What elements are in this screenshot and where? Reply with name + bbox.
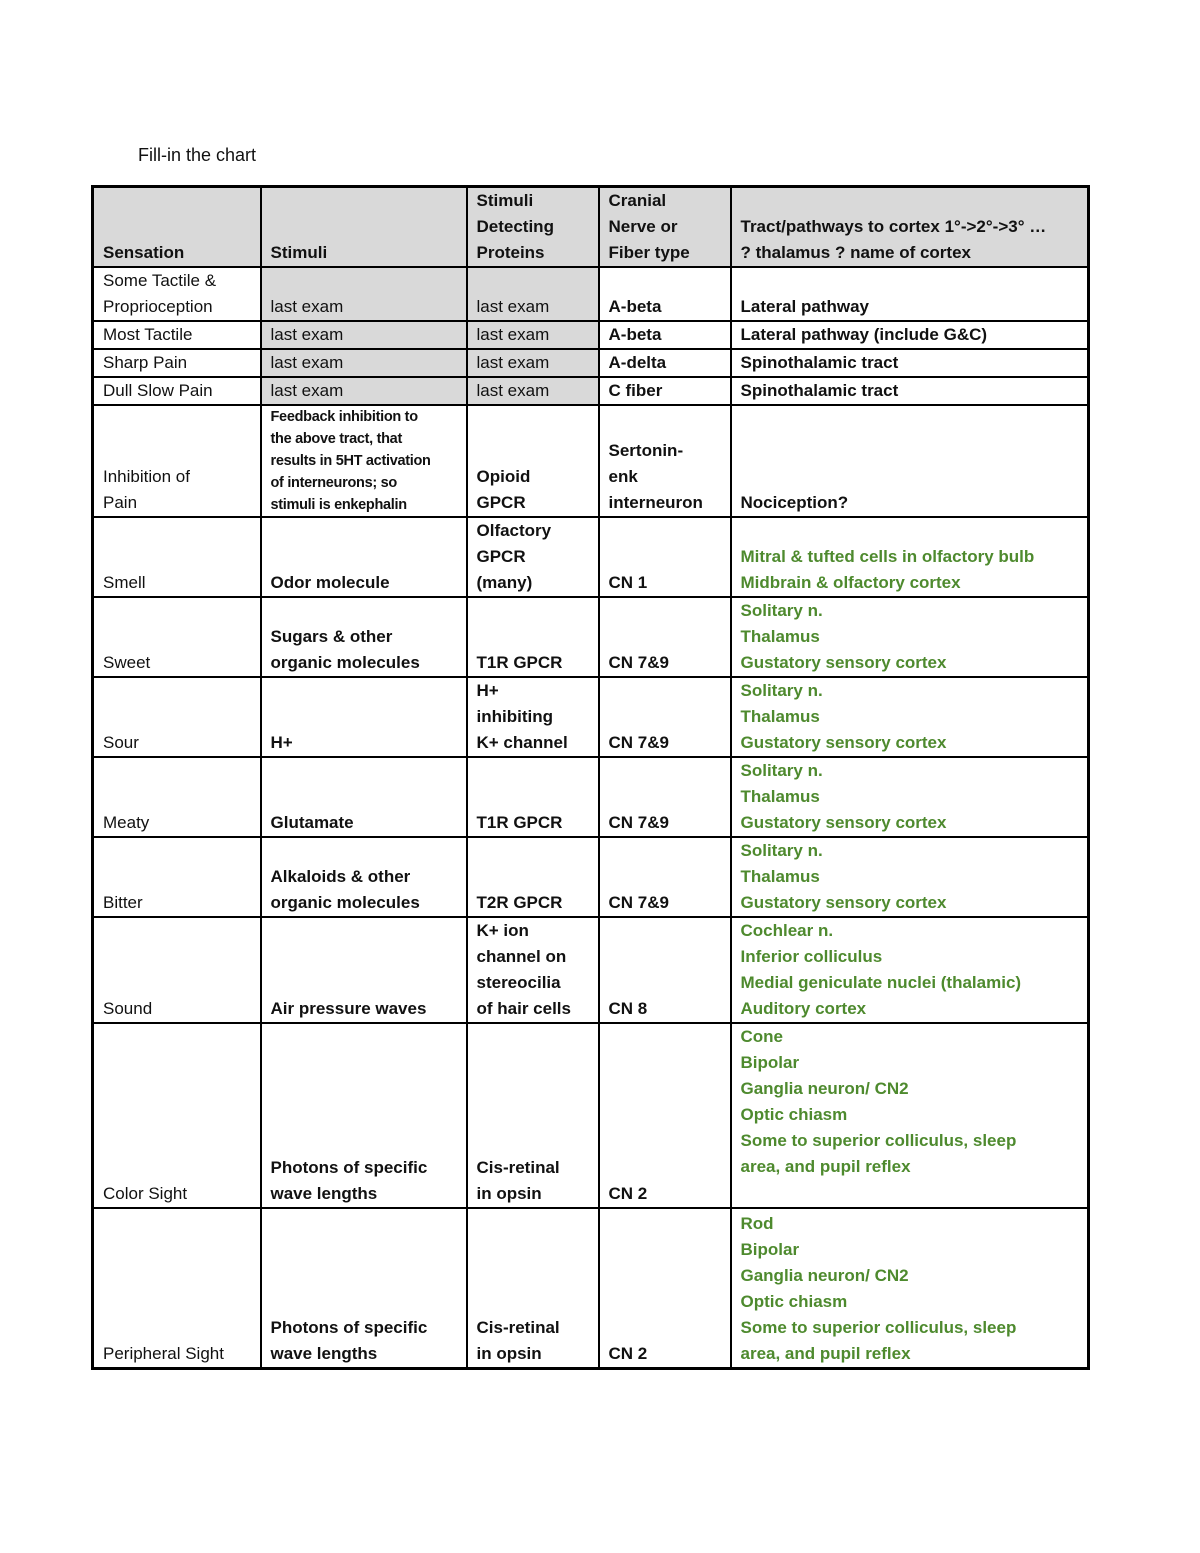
cell-proteins: last exam (467, 267, 599, 321)
cell-sensation: Some Tactile & Proprioception (93, 267, 261, 321)
table-row (93, 405, 1089, 517)
table-row (93, 1208, 1089, 1369)
cell-sensation: Smell (93, 517, 261, 597)
table-row (93, 677, 1089, 757)
cell-nerve: CN 7&9 (599, 677, 731, 757)
cell-nerve: CN 7&9 (599, 837, 731, 917)
table-row (93, 349, 1089, 377)
cell-sensation: Dull Slow Pain (93, 377, 261, 405)
cell-proteins: K+ ion channel on stereocilia of hair cells (467, 917, 599, 1023)
cell-stimuli: Photons of specific wave lengths (261, 1023, 467, 1208)
cell-tract: Mitral & tufted cells in olfactory bulb Midbrain & olfactory cortex (731, 517, 1089, 597)
table-row (93, 377, 1089, 405)
table-row (93, 517, 1089, 597)
cell-stimuli: H+ (261, 677, 467, 757)
header-stimuli: Stimuli (261, 187, 467, 268)
cell-stimuli: last exam (261, 377, 467, 405)
cell-stimuli: last exam (261, 349, 467, 377)
cell-sensation: Most Tactile (93, 321, 261, 349)
cell-nerve: Sertonin- enk interneuron (599, 405, 731, 517)
cell-proteins: T2R GPCR (467, 837, 599, 917)
cell-stimuli: Glutamate (261, 757, 467, 837)
page-title: Fill-in the chart (138, 145, 257, 165)
cell-sensation: Sour (93, 677, 261, 757)
cell-tract: Solitary n. Thalamus Gustatory sensory cortex (731, 757, 1089, 837)
cell-stimuli: Air pressure waves (261, 917, 467, 1023)
cell-tract: Rod Bipolar Ganglia neuron/ CN2 Optic chiasm Some to superior colliculus, sleep area, and pupil reflex (731, 1208, 1089, 1369)
sensation-chart-table (91, 185, 1090, 1370)
cell-stimuli: Photons of specific wave lengths (261, 1208, 467, 1369)
cell-stimuli: Alkaloids & other organic molecules (261, 837, 467, 917)
header-detecting-proteins: Stimuli Detecting Proteins (467, 187, 599, 268)
cell-sensation: Sweet (93, 597, 261, 677)
cell-proteins: H+ inhibiting K+ channel (467, 677, 599, 757)
cell-nerve: CN 7&9 (599, 597, 731, 677)
cell-sensation: Color Sight (93, 1023, 261, 1208)
cell-nerve: CN 8 (599, 917, 731, 1023)
cell-stimuli: Feedback inhibition to the above tract, that results in 5HT activation of interneurons; so stimuli is enkephalin (261, 405, 467, 517)
cell-proteins: last exam (467, 349, 599, 377)
cell-nerve: A-beta (599, 321, 731, 349)
cell-tract: Nociception? (731, 405, 1089, 517)
cell-tract: Spinothalamic tract (731, 377, 1089, 405)
cell-sensation: Inhibition of Pain (93, 405, 261, 517)
cell-tract: Lateral pathway (731, 267, 1089, 321)
cell-tract: Solitary n. Thalamus Gustatory sensory cortex (731, 677, 1089, 757)
cell-proteins: Cis-retinal in opsin (467, 1023, 599, 1208)
table-row (93, 837, 1089, 917)
cell-stimuli: last exam (261, 321, 467, 349)
header-row (93, 187, 1089, 268)
cell-proteins: T1R GPCR (467, 757, 599, 837)
cell-stimuli: Odor molecule (261, 517, 467, 597)
cell-proteins: last exam (467, 321, 599, 349)
table-row (93, 1023, 1089, 1208)
cell-proteins: T1R GPCR (467, 597, 599, 677)
cell-stimuli: last exam (261, 267, 467, 321)
cell-nerve: CN 2 (599, 1023, 731, 1208)
cell-tract: Spinothalamic tract (731, 349, 1089, 377)
cell-nerve: CN 7&9 (599, 757, 731, 837)
cell-nerve: A-delta (599, 349, 731, 377)
cell-sensation: Sound (93, 917, 261, 1023)
header-sensation: Sensation (93, 187, 261, 268)
cell-proteins: Opioid GPCR (467, 405, 599, 517)
header-cranial-nerve: Cranial Nerve or Fiber type (599, 187, 731, 268)
cell-nerve: C fiber (599, 377, 731, 405)
cell-nerve: CN 2 (599, 1208, 731, 1369)
cell-proteins: Cis-retinal in opsin (467, 1208, 599, 1369)
header-tract-pathways: Tract/pathways to cortex 1°->2°->3° … ? thalamus ? name of cortex (731, 187, 1089, 268)
cell-tract: Cochlear n. Inferior colliculus Medial geniculate nuclei (thalamic) Auditory cortex (731, 917, 1089, 1023)
table-row (93, 321, 1089, 349)
cell-proteins: Olfactory GPCR (many) (467, 517, 599, 597)
cell-tract: Solitary n. Thalamus Gustatory sensory cortex (731, 837, 1089, 917)
cell-proteins: last exam (467, 377, 599, 405)
cell-tract: Solitary n. Thalamus Gustatory sensory cortex (731, 597, 1089, 677)
cell-nerve: A-beta (599, 267, 731, 321)
cell-tract: Cone Bipolar Ganglia neuron/ CN2 Optic chiasm Some to superior colliculus, sleep area, and pupil reflex (731, 1023, 1089, 1208)
table-row (93, 917, 1089, 1023)
cell-sensation: Sharp Pain (93, 349, 261, 377)
table-row (93, 757, 1089, 837)
cell-sensation: Peripheral Sight (93, 1208, 261, 1369)
table-row (93, 267, 1089, 321)
cell-sensation: Bitter (93, 837, 261, 917)
table-row (93, 597, 1089, 677)
cell-sensation: Meaty (93, 757, 261, 837)
cell-tract: Lateral pathway (include G&C) (731, 321, 1089, 349)
cell-nerve: CN 1 (599, 517, 731, 597)
cell-stimuli: Sugars & other organic molecules (261, 597, 467, 677)
